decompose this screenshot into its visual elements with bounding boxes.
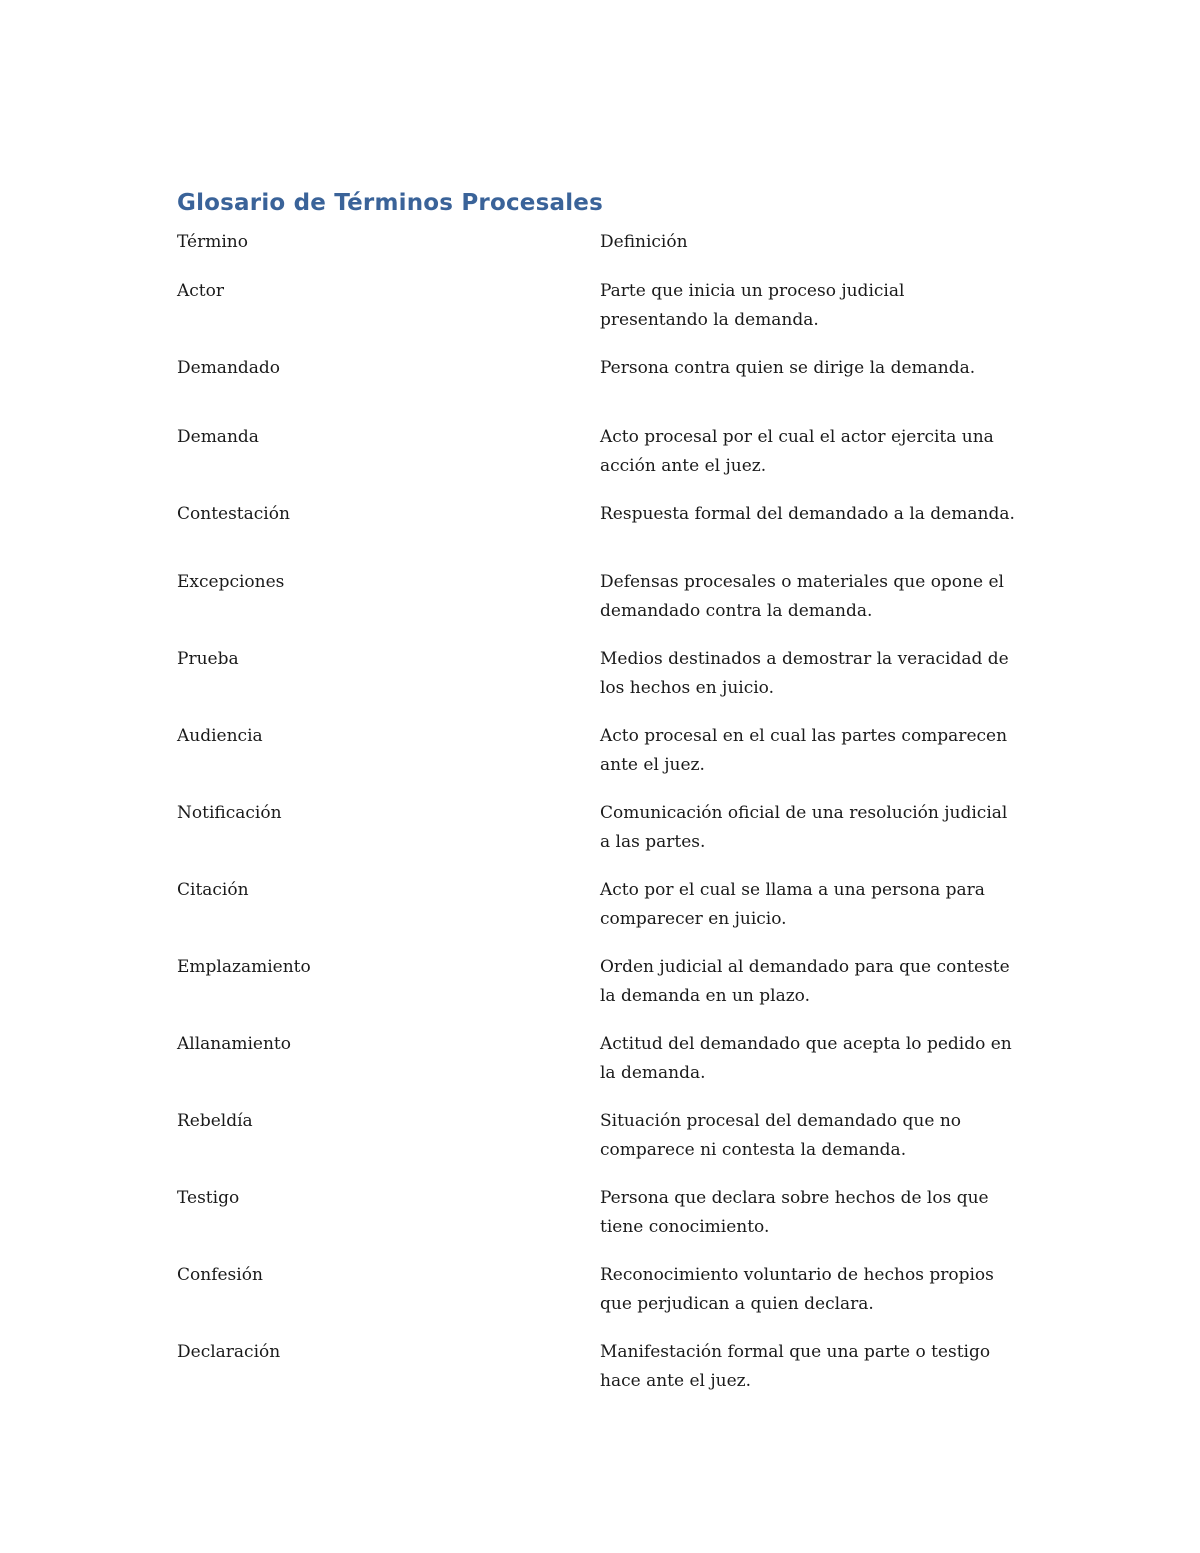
glossary-term: Audiencia: [177, 726, 263, 746]
glossary-term: Actor: [177, 281, 224, 301]
glossary-row: [177, 568, 1017, 626]
glossary-term: Confesión: [177, 1265, 263, 1285]
glossary-header-row: [177, 228, 1017, 277]
glossary-definition: Parte que inicia un proceso judicial presentando la demanda.: [600, 281, 905, 330]
glossary-definition: Acto procesal por el cual el actor ejercita una acción ante el juez.: [600, 427, 994, 476]
glossary-definition: Persona que declara sobre hechos de los que tiene conocimiento.: [600, 1188, 989, 1237]
column-header-term: Término: [177, 232, 248, 252]
glossary-definition: Reconocimiento voluntario de hechos propios que perjudican a quien declara.: [600, 1265, 994, 1314]
glossary-definition: Orden judicial al demandado para que conteste la demanda en un plazo.: [600, 957, 1010, 1006]
glossary-term: Prueba: [177, 649, 239, 669]
glossary-row: [177, 799, 1017, 857]
glossary-row: [177, 1107, 1017, 1165]
glossary-row: [177, 1338, 1017, 1396]
glossary-row: [177, 500, 1017, 549]
glossary-term: Notificación: [177, 803, 282, 823]
glossary-definition: Acto por el cual se llama a una persona para comparecer en juicio.: [600, 880, 985, 929]
glossary-definition: Actitud del demandado que acepta lo pedido en la demanda.: [600, 1034, 1012, 1083]
glossary-definition: Persona contra quien se dirige la demanda.: [600, 358, 976, 378]
glossary-row: [177, 953, 1017, 1011]
glossary-definition: Acto procesal en el cual las partes comparecen ante el juez.: [600, 726, 1008, 775]
glossary-row: [177, 1261, 1017, 1319]
glossary-term: Testigo: [177, 1188, 240, 1208]
glossary-row: [177, 1184, 1017, 1242]
glossary-definition: Respuesta formal del demandado a la demanda.: [600, 504, 1015, 524]
column-header-definition: Definición: [600, 232, 688, 252]
glossary-term: Contestación: [177, 504, 290, 524]
glossary-definition: Comunicación oficial de una resolución judicial a las partes.: [600, 803, 1008, 852]
glossary-row: [177, 354, 1017, 403]
glossary-term: Demanda: [177, 427, 259, 447]
glossary-definition: Defensas procesales o materiales que opone el demandado contra la demanda.: [600, 572, 1004, 621]
glossary-term: Emplazamiento: [177, 957, 311, 977]
glossary-term: Excepciones: [177, 572, 285, 592]
glossary-row: [177, 1030, 1017, 1088]
glossary-term: Demandado: [177, 358, 281, 378]
glossary-term: Declaración: [177, 1342, 281, 1362]
glossary-row: [177, 645, 1017, 703]
glossary-definition: Manifestación formal que una parte o testigo hace ante el juez.: [600, 1342, 991, 1391]
document-title: Glosario de Términos Procesales: [177, 190, 603, 216]
glossary-row: [177, 277, 1017, 335]
glossary-row: [177, 876, 1017, 934]
glossary-row: [177, 722, 1017, 780]
glossary-row: [177, 423, 1017, 481]
glossary-term: Allanamiento: [177, 1034, 292, 1054]
glossary-table: [177, 228, 1017, 1415]
glossary-term: Citación: [177, 880, 249, 900]
glossary-term: Rebeldía: [177, 1111, 253, 1131]
glossary-definition: Medios destinados a demostrar la veracidad de los hechos en juicio.: [600, 649, 1009, 698]
glossary-definition: Situación procesal del demandado que no comparece ni contesta la demanda.: [600, 1111, 962, 1160]
